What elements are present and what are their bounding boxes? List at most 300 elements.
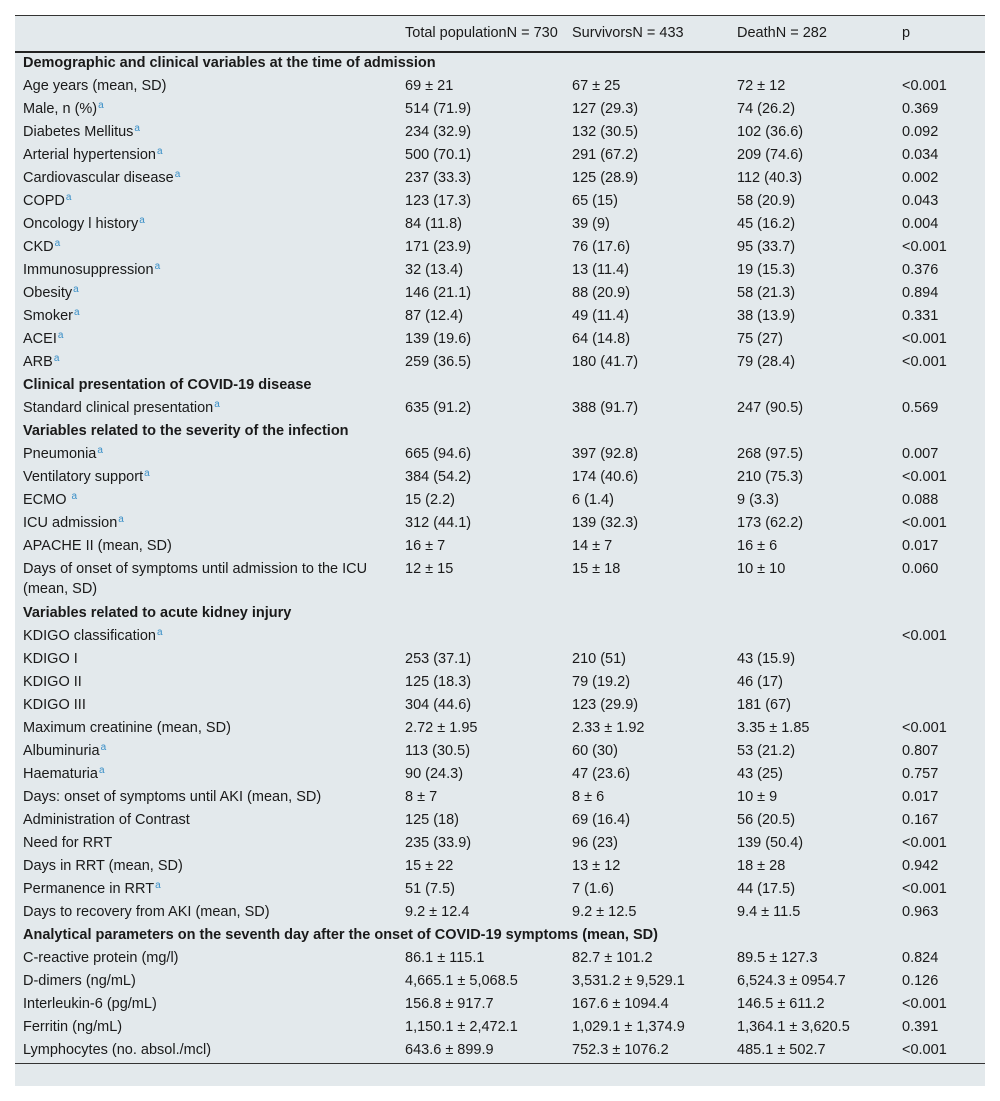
death-cell: 485.1 ± 502.7	[729, 1040, 894, 1064]
death-cell: 75 (27)	[737, 331, 783, 347]
survivors-cell: 7 (1.6)	[572, 881, 614, 897]
table-row	[15, 649, 985, 672]
row-label-cell	[15, 145, 397, 168]
survivors-cell: 1,029.1 ± 1,374.9	[572, 1019, 685, 1035]
death-cell: 268 (97.5)	[737, 446, 804, 462]
row-label: Age years (mean, SD)	[23, 78, 167, 94]
death-cell: 43 (15.9)	[737, 651, 796, 667]
p-value-cell	[894, 672, 985, 695]
survivors-cell: 15 ± 18	[572, 561, 621, 577]
death-cell: 1,364.1 ± 3,620.5	[737, 1019, 850, 1035]
results-table	[15, 15, 985, 1064]
row-label: Permanence in RRT	[23, 881, 155, 897]
row-label-cell	[15, 168, 397, 191]
footnote-marker[interactable]: a	[97, 445, 103, 456]
row-label: KDIGO III	[23, 697, 86, 713]
row-label-cell	[15, 741, 397, 764]
row-label-cell	[15, 971, 397, 994]
footnote-marker[interactable]: a	[118, 514, 124, 525]
total-population-cell: 259 (36.5)	[405, 354, 472, 370]
row-label-cell	[15, 994, 397, 1017]
death-cell: 44 (17.5)	[737, 881, 796, 897]
p-value-cell: 0.824	[902, 950, 939, 966]
survivors-cell: 79 (19.2)	[572, 674, 631, 690]
table-row	[15, 513, 985, 536]
death-cell: 9 (3.3)	[737, 492, 779, 508]
death-cell: 209 (74.6)	[737, 147, 804, 163]
header-blank	[15, 16, 397, 53]
survivors-cell: 96 (23)	[572, 835, 618, 851]
row-label-cell	[15, 672, 397, 695]
table-row	[15, 626, 985, 649]
table-row	[15, 145, 985, 168]
survivors-cell: 67 ± 25	[572, 78, 621, 94]
death-cell: 210 (75.3)	[737, 469, 804, 485]
total-population-cell: 90 (24.3)	[405, 766, 464, 782]
table-row	[15, 444, 985, 467]
table-row	[15, 695, 985, 718]
p-value-cell: <0.001	[902, 239, 947, 255]
survivors-cell: 47 (23.6)	[572, 766, 631, 782]
table-row	[15, 490, 985, 513]
table-row	[15, 902, 985, 925]
footnote-marker[interactable]: a	[156, 627, 163, 638]
row-label: Need for RRT	[23, 835, 113, 851]
survivors-cell: 123 (29.9)	[572, 697, 639, 713]
footnote-marker[interactable]: a	[53, 353, 60, 364]
total-population-cell: 304 (44.6)	[405, 697, 472, 713]
total-population-cell: 2.72 ± 1.95	[405, 720, 478, 736]
survivors-cell: 76 (17.6)	[572, 239, 631, 255]
death-cell: 102 (36.6)	[737, 124, 804, 140]
footnote-marker[interactable]: a	[73, 307, 80, 318]
p-value-cell: 0.331	[902, 308, 939, 324]
row-label-cell	[15, 879, 397, 902]
table-body	[15, 52, 985, 1064]
survivors-cell: 397 (92.8)	[572, 446, 639, 462]
p-value-cell: 0.369	[902, 101, 939, 117]
survivors-cell: 64 (14.8)	[572, 331, 631, 347]
row-label: ACEI	[23, 331, 57, 347]
table-row	[15, 352, 985, 375]
row-label: Maximum creatinine (mean, SD)	[23, 720, 231, 736]
table-row	[15, 559, 985, 603]
death-cell: 112 (40.3)	[737, 170, 803, 186]
death-cell: 3.35 ± 1.85	[737, 720, 810, 736]
footnote-marker[interactable]: a	[154, 261, 161, 272]
table-row	[15, 994, 985, 1017]
row-label: KDIGO classification	[23, 628, 156, 644]
p-value-cell	[894, 649, 985, 672]
footnote-marker[interactable]: a	[71, 491, 78, 502]
footnote-marker[interactable]: a	[174, 169, 181, 180]
footnote-marker[interactable]: a	[100, 742, 107, 753]
total-population-cell: 146 (21.1)	[405, 285, 472, 301]
table-row	[15, 536, 985, 559]
total-population-cell: 1,150.1 ± 2,472.1	[405, 1019, 518, 1035]
p-value-cell: <0.001	[902, 331, 947, 347]
p-value-cell: 0.942	[902, 858, 939, 874]
header-p-value: p	[894, 16, 985, 53]
survivors-cell: 82.7 ± 101.2	[572, 950, 653, 966]
p-value-cell: 0.002	[902, 170, 939, 186]
row-label-cell	[15, 626, 397, 649]
footnote-marker[interactable]: a	[155, 880, 161, 891]
p-value-cell: 0.007	[902, 446, 939, 462]
section-title: Demographic and clinical variables at the time of admission	[23, 55, 436, 71]
row-label-cell	[15, 764, 397, 787]
row-label: Cardiovascular disease	[23, 170, 174, 186]
row-label: Arterial hypertension	[23, 147, 156, 163]
death-cell: 58 (20.9)	[737, 193, 796, 209]
row-label: Interleukin-6 (pg/mL)	[23, 996, 157, 1012]
section-title: Variables related to the severity of the infection	[23, 423, 349, 439]
section-title: Clinical presentation of COVID-19 disease	[23, 377, 312, 393]
survivors-cell: 39 (9)	[572, 216, 610, 232]
row-label-cell	[15, 649, 397, 672]
row-label-cell	[15, 833, 397, 856]
death-cell: 6,524.3 ± 0954.7	[737, 973, 846, 989]
table-row	[15, 260, 985, 283]
survivors-cell: 13 ± 12	[572, 858, 621, 874]
row-label: Ferritin (ng/mL)	[23, 1019, 123, 1035]
total-population-cell: 312 (44.1)	[405, 515, 472, 531]
row-label-cell	[15, 718, 397, 741]
p-value-cell: 0.391	[902, 1019, 939, 1035]
row-label: Ventilatory support	[23, 469, 144, 485]
survivors-cell: 60 (30)	[572, 743, 618, 759]
table-row	[15, 833, 985, 856]
row-label-cell	[15, 536, 397, 559]
survivors-cell: 132 (30.5)	[572, 124, 639, 140]
table-row	[15, 971, 985, 994]
death-cell: 139 (50.4)	[737, 835, 804, 851]
row-label-cell	[15, 902, 397, 925]
table-row	[15, 1017, 985, 1040]
table-container	[15, 15, 985, 1086]
row-label-cell	[15, 787, 397, 810]
row-label: ECMO	[23, 492, 71, 508]
table-row	[15, 787, 985, 810]
p-value-cell: 0.376	[902, 262, 939, 278]
section-header-row	[15, 375, 985, 398]
death-cell: 79 (28.4)	[737, 354, 796, 370]
survivors-cell: 752.3 ± 1076.2	[564, 1040, 729, 1064]
p-value-cell: 0.569	[902, 400, 939, 416]
row-label: COPD	[23, 193, 65, 209]
survivors-cell: 13 (11.4)	[572, 262, 629, 278]
death-cell: 43 (25)	[737, 766, 783, 782]
table-row	[15, 191, 985, 214]
total-population-cell: 665 (94.6)	[405, 446, 472, 462]
death-cell: 247 (90.5)	[737, 400, 804, 416]
death-cell: 89.5 ± 127.3	[737, 950, 818, 966]
total-population-cell: 125 (18)	[405, 812, 460, 828]
total-population-cell: 9.2 ± 12.4	[405, 904, 470, 920]
row-label-cell	[15, 695, 397, 718]
p-value-cell: 0.017	[902, 789, 939, 805]
total-population-cell: 113 (30.5)	[405, 743, 471, 759]
table-row	[15, 122, 985, 145]
row-label: Administration of Contrast	[23, 812, 190, 828]
p-value-cell: <0.001	[902, 996, 947, 1012]
total-population-cell: 139 (19.6)	[405, 331, 472, 347]
total-population-cell	[397, 626, 564, 649]
row-label: C-reactive protein (mg/l)	[23, 950, 179, 966]
row-label-cell	[15, 467, 397, 490]
total-population-cell: 12 ± 15	[405, 561, 454, 577]
row-label-cell	[15, 260, 397, 283]
death-cell: 19 (15.3)	[737, 262, 796, 278]
p-value-cell: 0.092	[902, 124, 939, 140]
section-title: Variables related to acute kidney injury	[23, 605, 292, 621]
table-row	[15, 237, 985, 260]
row-label-cell	[15, 191, 397, 214]
row-label-cell	[15, 237, 397, 260]
p-value-cell: 0.126	[902, 973, 939, 989]
death-cell: 16 ± 6	[737, 538, 778, 554]
total-population-cell: 643.6 ± 899.9	[397, 1040, 564, 1064]
row-label-cell	[15, 99, 397, 122]
footnote-marker[interactable]: a	[98, 100, 104, 111]
p-value-cell: 0.088	[902, 492, 939, 508]
survivors-cell: 69 (16.4)	[572, 812, 631, 828]
death-cell	[729, 626, 894, 649]
p-value-cell: <0.001	[902, 515, 947, 531]
header-death: DeathN = 282	[729, 16, 894, 53]
table-row	[15, 1040, 985, 1064]
row-label: KDIGO I	[23, 651, 78, 667]
row-label-cell	[15, 352, 397, 375]
row-label: D-dimers (ng/mL)	[23, 973, 136, 989]
footnote-marker[interactable]: a	[73, 284, 79, 295]
table-row	[15, 948, 985, 971]
row-label: Pneumonia	[23, 446, 97, 462]
header-survivors: SurvivorsN = 433	[564, 16, 729, 53]
section-header-row	[15, 421, 985, 444]
total-population-cell: 123 (17.3)	[405, 193, 472, 209]
p-value-cell: <0.001	[894, 1040, 985, 1064]
table-row	[15, 329, 985, 352]
total-population-cell: 384 (54.2)	[405, 469, 472, 485]
row-label: Immunosuppression	[23, 262, 154, 278]
table-row	[15, 76, 985, 99]
p-value-cell: 0.807	[902, 743, 939, 759]
header-row	[15, 16, 985, 53]
total-population-cell: 4,665.1 ± 5,068.5	[405, 973, 518, 989]
row-label: Oncology l history	[23, 216, 139, 232]
total-population-cell: 514 (71.9)	[405, 101, 472, 117]
table-row	[15, 879, 985, 902]
total-population-cell: 87 (12.4)	[405, 308, 464, 324]
row-label-cell	[15, 810, 397, 833]
survivors-cell: 210 (51)	[572, 651, 627, 667]
table-row	[15, 467, 985, 490]
death-cell: 72 ± 12	[737, 78, 786, 94]
footnote-marker[interactable]: a	[134, 123, 140, 134]
death-cell: 74 (26.2)	[737, 101, 796, 117]
row-label-cell	[15, 214, 397, 237]
survivors-cell: 6 (1.4)	[572, 492, 614, 508]
footnote-marker[interactable]: a	[98, 765, 105, 776]
total-population-cell: 635 (91.2)	[405, 400, 472, 416]
footnote-marker[interactable]: a	[214, 399, 220, 410]
p-value-cell: <0.001	[902, 354, 947, 370]
table-row	[15, 741, 985, 764]
table-row	[15, 168, 985, 191]
row-label-cell	[15, 444, 397, 467]
p-value-cell: 0.060	[902, 561, 939, 577]
p-value-cell: 0.034	[902, 147, 939, 163]
survivors-cell: 127 (29.3)	[572, 101, 639, 117]
row-label-cell	[15, 122, 397, 145]
row-label-cell	[15, 559, 397, 603]
survivors-cell: 65 (15)	[572, 193, 618, 209]
survivors-cell	[564, 626, 729, 649]
death-cell: 10 ± 10	[737, 561, 786, 577]
p-value-cell: <0.001	[902, 720, 947, 736]
death-cell: 95 (33.7)	[737, 239, 796, 255]
total-population-cell: 237 (33.3)	[405, 170, 472, 186]
survivors-cell: 88 (20.9)	[572, 285, 631, 301]
table-header	[15, 16, 985, 53]
total-population-cell: 15 ± 22	[405, 858, 454, 874]
death-cell: 10 ± 9	[737, 789, 778, 805]
table-row	[15, 810, 985, 833]
p-value-cell: 0.167	[902, 812, 939, 828]
death-cell: 46 (17)	[737, 674, 783, 690]
total-population-cell: 15 (2.2)	[405, 492, 455, 508]
row-label: CKD	[23, 239, 54, 255]
survivors-cell: 3,531.2 ± 9,529.1	[572, 973, 685, 989]
row-label-cell	[15, 283, 397, 306]
total-population-cell: 500 (70.1)	[405, 147, 472, 163]
footnote-marker[interactable]: a	[144, 468, 150, 479]
header-total-population: Total populationN = 730	[397, 16, 564, 53]
total-population-cell: 86.1 ± 115.1	[405, 950, 485, 966]
row-label: Albuminuria	[23, 743, 100, 759]
death-cell: 45 (16.2)	[737, 216, 796, 232]
table-row	[15, 856, 985, 879]
total-population-cell: 235 (33.9)	[405, 835, 472, 851]
section-header-row	[15, 925, 985, 948]
survivors-cell: 9.2 ± 12.5	[572, 904, 637, 920]
death-cell: 18 ± 28	[737, 858, 786, 874]
total-population-cell: 8 ± 7	[405, 789, 438, 805]
p-value-cell: 0.757	[902, 766, 939, 782]
total-population-cell: 253 (37.1)	[405, 651, 472, 667]
row-label: Days in RRT (mean, SD)	[23, 858, 183, 874]
survivors-cell: 174 (40.6)	[572, 469, 639, 485]
death-cell: 173 (62.2)	[737, 515, 804, 531]
row-label: Smoker	[23, 308, 73, 324]
row-label: Male, n (%)	[23, 101, 98, 117]
row-label-cell	[15, 856, 397, 879]
footnote-marker[interactable]: a	[65, 192, 72, 203]
row-label: Days: onset of symptoms until AKI (mean, SD)	[23, 789, 322, 805]
total-population-cell: 51 (7.5)	[405, 881, 455, 897]
footnote-marker[interactable]: a	[57, 330, 64, 341]
footnote-marker[interactable]: a	[54, 238, 61, 249]
row-label: Days of onset of symptoms until admission to the ICU (mean, SD)	[23, 561, 368, 597]
row-label: KDIGO II	[23, 674, 82, 690]
death-cell: 58 (21.3)	[737, 285, 796, 301]
death-cell: 9.4 ± 11.5	[737, 904, 801, 920]
row-label: Obesity	[23, 285, 73, 301]
survivors-cell: 49 (11.4)	[572, 308, 629, 324]
total-population-cell: 156.8 ± 917.7	[405, 996, 494, 1012]
death-cell: 146.5 ± 611.2	[737, 996, 825, 1012]
p-value-cell: <0.001	[902, 835, 947, 851]
row-label-cell	[15, 76, 397, 99]
row-label-cell	[15, 948, 397, 971]
table-row	[15, 99, 985, 122]
death-cell: 56 (20.5)	[737, 812, 796, 828]
total-population-cell: 234 (32.9)	[405, 124, 472, 140]
death-cell: 181 (67)	[737, 697, 792, 713]
section-header-row	[15, 603, 985, 626]
p-value-cell: 0.004	[902, 216, 939, 232]
total-population-cell: 171 (23.9)	[405, 239, 472, 255]
footnote-marker[interactable]: a	[139, 215, 145, 226]
survivors-cell: 388 (91.7)	[572, 400, 639, 416]
table-row	[15, 306, 985, 329]
p-value-cell: 0.017	[902, 538, 939, 554]
p-value-cell: <0.001	[902, 78, 947, 94]
row-label-cell	[15, 490, 397, 513]
section-title: Analytical parameters on the seventh day after the onset of COVID-19 symptoms (mean, SD)	[23, 927, 658, 943]
survivors-cell: 2.33 ± 1.92	[572, 720, 645, 736]
row-label-cell	[15, 1040, 397, 1064]
survivors-cell: 167.6 ± 1094.4	[572, 996, 669, 1012]
table-row	[15, 764, 985, 787]
row-label: ARB	[23, 354, 53, 370]
p-value-cell: <0.001	[902, 469, 947, 485]
survivors-cell: 180 (41.7)	[572, 354, 639, 370]
total-population-cell: 16 ± 7	[405, 538, 446, 554]
row-label: APACHE II (mean, SD)	[23, 538, 172, 554]
table-row	[15, 283, 985, 306]
table-row	[15, 672, 985, 695]
row-label: Days to recovery from AKI (mean, SD)	[23, 904, 270, 920]
row-label-cell	[15, 329, 397, 352]
p-value-cell: <0.001	[902, 628, 947, 644]
total-population-cell: 32 (13.4)	[405, 262, 464, 278]
total-population-cell: 84 (11.8)	[405, 216, 462, 232]
p-value-cell: 0.894	[902, 285, 939, 301]
table-row	[15, 398, 985, 421]
row-label: Lymphocytes (no. absol./mcl)	[23, 1042, 212, 1058]
death-cell: 53 (21.2)	[737, 743, 796, 759]
row-label-cell	[15, 306, 397, 329]
survivors-cell: 125 (28.9)	[572, 170, 639, 186]
survivors-cell: 139 (32.3)	[572, 515, 639, 531]
p-value-cell: 0.043	[902, 193, 939, 209]
row-label: Standard clinical presentation	[23, 400, 214, 416]
survivors-cell: 14 ± 7	[572, 538, 613, 554]
total-population-cell: 69 ± 21	[405, 78, 454, 94]
row-label: ICU admission	[23, 515, 118, 531]
footnote-marker[interactable]: a	[157, 146, 163, 157]
row-label-cell	[15, 513, 397, 536]
total-population-cell: 125 (18.3)	[405, 674, 472, 690]
p-value-cell: <0.001	[902, 881, 947, 897]
row-label: Haematuria	[23, 766, 98, 782]
row-label-cell	[15, 1017, 397, 1040]
table-row	[15, 718, 985, 741]
survivors-cell: 291 (67.2)	[572, 147, 639, 163]
section-header-row	[15, 52, 985, 76]
